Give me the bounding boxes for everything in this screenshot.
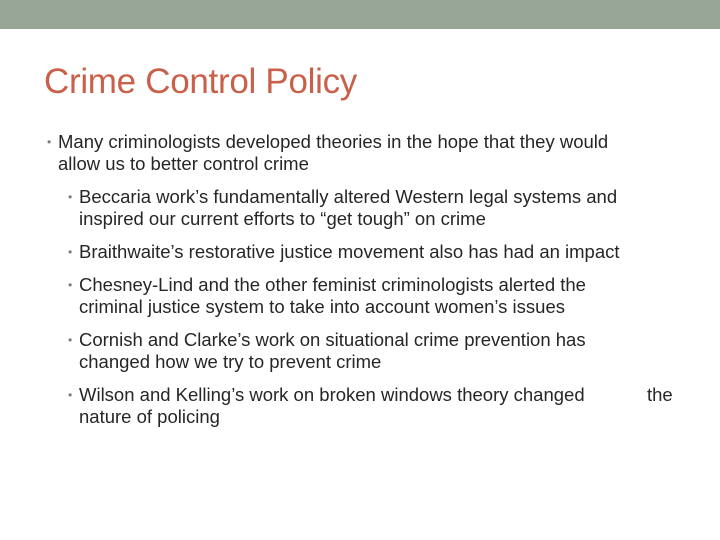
bullet-dot-icon: •: [68, 190, 73, 204]
sub-bullet-cornish-clarke: [68, 329, 639, 373]
top-accent-bar: [0, 0, 720, 29]
bullet-text: Wilson and Kelling’s work on broken windows theory changed nature of policing: [79, 384, 585, 427]
bullet-dot-icon: •: [68, 333, 73, 347]
sub-bullet-chesney-lind: [68, 274, 639, 318]
sub-bullet-braithwaite: [68, 241, 679, 263]
bullet-text: Braithwaite’s restorative justice movement also has had an impact: [79, 241, 620, 262]
bullet-dot-icon: •: [68, 278, 73, 292]
bullet-dot-icon: •: [68, 245, 73, 259]
slide-title: Crime Control Policy: [44, 62, 357, 101]
bullet-dot-icon: •: [68, 388, 73, 402]
bullet-text: Many criminologists developed theories in the hope that they would allow us to better control crime: [58, 131, 609, 174]
bullet-text: Cornish and Clarke’s work on situational crime prevention has changed how we try to prevent crime: [79, 329, 586, 372]
stray-word: the: [647, 384, 673, 405]
sub-bullet-beccaria: [68, 186, 679, 230]
sub-bullet-wilson-kelling: [68, 384, 639, 428]
bullet-item-main: [47, 131, 638, 175]
bullet-text: Beccaria work’s fundamentally altered Western legal systems and inspired our current efforts to “get tough” on crime: [79, 186, 618, 229]
bullet-dot-icon: •: [47, 135, 52, 149]
bullet-text: Chesney-Lind and the other feminist criminologists alerted the criminal justice system to take into account women’s issues: [79, 274, 586, 317]
